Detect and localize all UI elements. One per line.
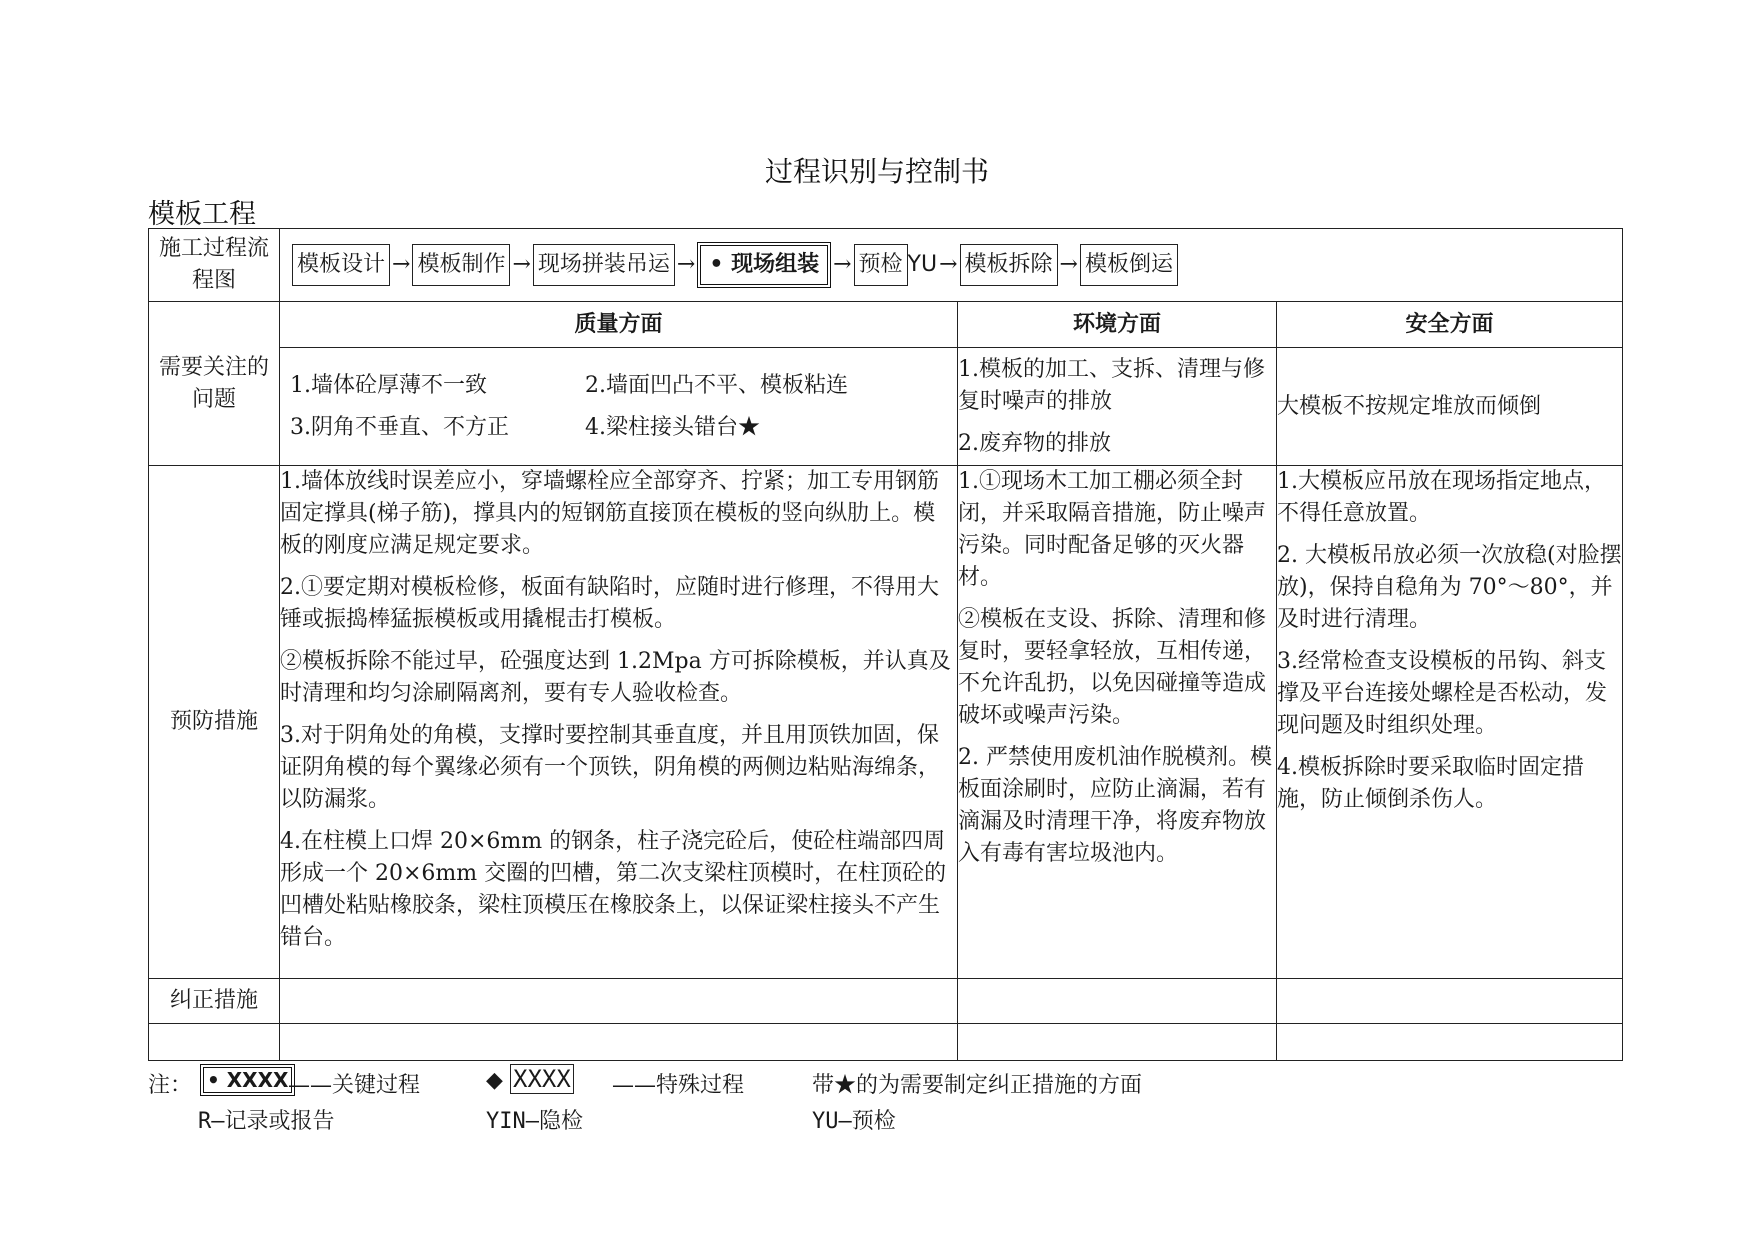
special-process-box: XXXX [510,1064,574,1094]
issue-environment-1: 1.模板的加工、支拆、清理与修复时噪声的排放 [958,356,1265,414]
row-label-correction: 纠正措施 [149,979,280,1024]
arrow-icon: → [512,252,531,277]
header-row [149,302,1623,348]
prevention-quality-cell [280,466,958,979]
issue-quality-4: 4.梁柱接头错台★ [585,414,760,440]
page-title: 过程识别与控制书 [764,155,989,188]
key-process-label: ——关键过程 [288,1073,421,1098]
correction-row [149,979,1623,1024]
prevention-quality-5: 4.在柱模上口焊 20×6mm 的钢条，柱子浇完砼后，使砼柱端部四周形成一个 20×6mm 交圈的凹槽，第二次支梁柱顶模时，在柱顶砼的凹槽处粘贴橡胶条，梁柱顶模压在橡胶条上，以保证梁柱接头不产生错台。 [280,829,947,950]
prevention-quality-1: 1.墙体放线时误差应小，穿墙螺栓应全部穿齐、拧紧；加工专用钢筋固定撑具(梯子筋)，撑具内的短钢筋直接顶在模板的竖向纵肋上。模板的刚度应满足规定要求。 [280,469,939,558]
control-table [148,228,1623,1061]
prevention-quality-4: 3.对于阴角处的角模，支撑时要控制其垂直度，并且用顶铁加固，保证阴角模的每个翼缘必须有一个顶铁，阴角模的两侧边粘贴海绵条，以防漏浆。 [280,723,941,812]
issues-environment-cell [958,348,1277,466]
arrow-icon: → [833,252,852,277]
header-quality: 质量方面 [280,302,958,348]
issue-quality-3: 3.阴角不垂直、不方正 [290,414,509,440]
flow-cell [280,229,1623,302]
prevention-row [149,466,1623,979]
prevention-quality-2: 2.①要定期对模板检修，板面有缺陷时，应随时进行修理，不得用大锤或振捣棒猛振模板或用撬棍击打模板。 [280,575,939,632]
flow-step-3: 现场拼装吊运 [533,244,675,286]
issue-quality-2: 2.墙面凹凸不平、模板粘连 [585,372,848,398]
flow-chart [280,229,1622,301]
blank-cell [280,1024,958,1061]
yu-note: YU—预检 [812,1109,896,1134]
row-label-flow: 施工过程流程图 [149,229,280,302]
issue-safety: 大模板不按规定堆放而倾倒 [1277,348,1623,466]
arrow-icon: → [676,252,696,277]
correction-safety-cell [1277,979,1623,1024]
correction-quality-cell [280,979,958,1024]
blank-cell [1277,1024,1623,1061]
flow-row [149,229,1623,302]
notes-prefix: 注： [148,1073,193,1098]
blank-row [149,1024,1623,1061]
header-safety: 安全方面 [1277,302,1623,348]
arrow-icon: → [939,252,958,277]
prevention-quality-3: ②模板拆除不能过早，砼强度达到 1.2Mpa 方可拆除模板，并认真及时清理和均匀涂刷隔离剂，要有专人验收检查。 [280,649,951,706]
special-process-label: ——特殊过程 [612,1073,745,1098]
row-label-issues: 需要关注的问题 [149,302,280,466]
flow-step-7: 模板倒运 [1080,244,1178,286]
issues-row [149,348,1623,466]
prevention-environment-cell [958,466,1277,979]
flow-step-5: 预检 [854,244,908,286]
yin-note: YIN—隐检 [486,1109,583,1134]
legend-notes [148,1064,1248,1144]
arrow-icon: → [1059,252,1078,277]
blank-cell [958,1024,1277,1061]
star-note: 带★的为需要制定纠正措施的方面 [812,1073,1143,1098]
prevention-environment-2: ②模板在支设、拆除、清理和修复时，要轻拿轻放，互相传递，不允许乱扔，以免因碰撞等造成破坏或噪声污染。 [958,607,1267,728]
arrow-icon: → [392,252,411,277]
diamond-icon: ◆ [486,1068,503,1093]
row-label-prevention: 预防措施 [149,466,280,979]
issue-quality-1: 1.墙体砼厚薄不一致 [290,372,487,398]
key-process-box: • XXXX [200,1064,295,1096]
prevention-safety-cell [1277,466,1623,979]
prevention-safety-4: 4.模板拆除时要采取临时固定措施，防止倾倒杀伤人。 [1277,755,1584,812]
issue-environment-2: 2.废弃物的排放 [958,430,1111,456]
r-note: R—记录或报告 [198,1109,335,1134]
prevention-environment-1: 1.①现场木工加工棚必须全封闭，并采取隔音措施，防止噪声污染。同时配备足够的灭火器材。 [958,469,1267,590]
prevention-safety-2: 2. 大模板吊放必须一次放稳(对脸摆放)，保持自稳角为 70°～80°，并及时进行清理。 [1277,543,1622,632]
flow-step-key: • 现场组装 [697,242,831,288]
flow-step-6: 模板拆除 [960,244,1058,286]
prevention-environment-3: 2. 严禁使用废机油作脱模剂。模板面涂刷时，应防止滴漏，若有滴漏及时清理干净，将废弃物放入有毒有害垃圾池内。 [958,745,1272,866]
blank-cell [149,1024,280,1061]
section-subtitle: 模板工程 [148,199,256,230]
correction-environment-cell [958,979,1277,1024]
prevention-safety-1: 1.大模板应吊放在现场指定地点，不得任意放置。 [1277,469,1606,526]
flow-step-1: 模板设计 [292,244,390,286]
issues-quality-cell [280,348,958,466]
flow-yu-mark: YU [907,252,938,277]
flow-step-2: 模板制作 [412,244,510,286]
prevention-safety-3: 3.经常检查支设模板的吊钩、斜支撑及平台连接处螺栓是否松动，发现问题及时组织处理。 [1277,649,1608,738]
header-environment: 环境方面 [958,302,1277,348]
